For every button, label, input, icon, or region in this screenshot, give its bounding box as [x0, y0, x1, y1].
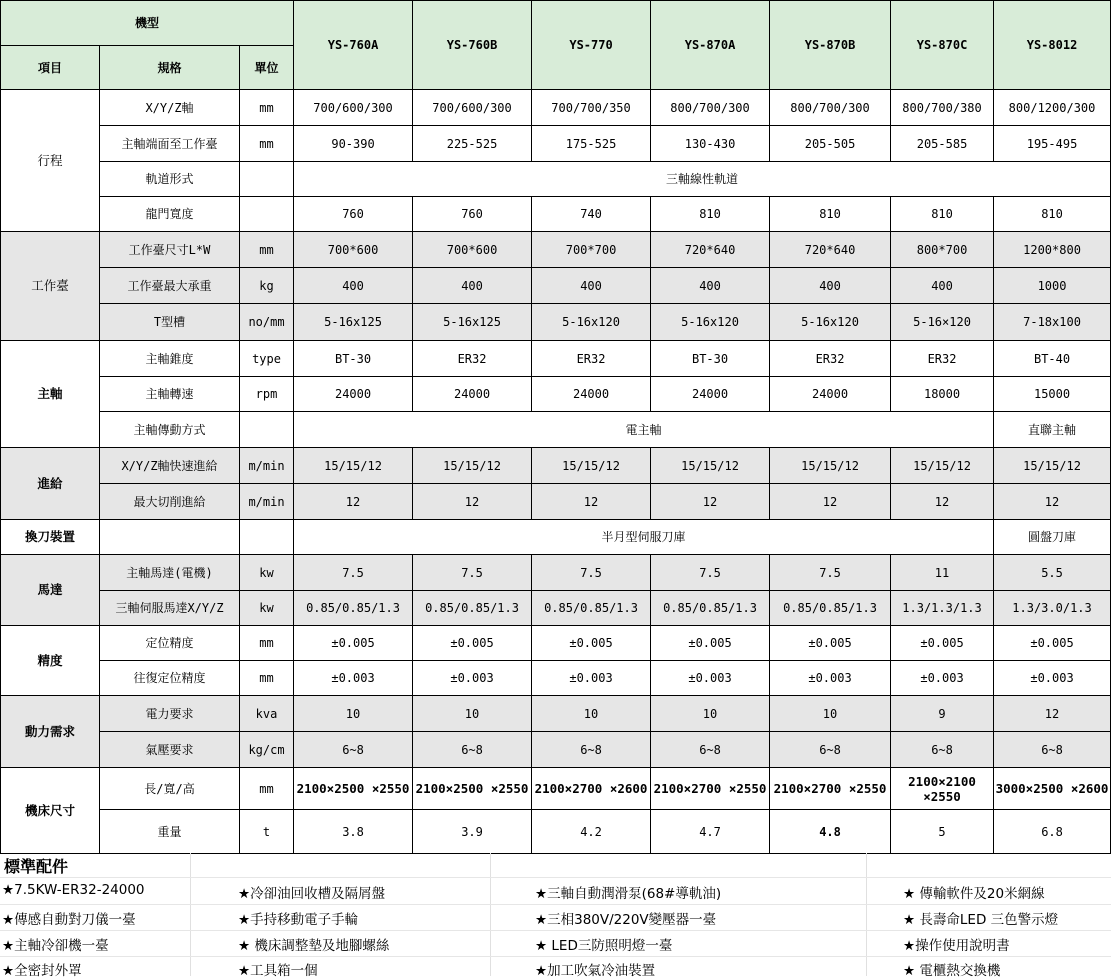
value-cell: 6~8	[413, 732, 532, 768]
value-cell: 810	[651, 197, 770, 232]
spec-name: X/Y/Z軸快速進給	[100, 448, 240, 484]
value-cell: 760	[413, 197, 532, 232]
merged-value: 電主軸	[294, 412, 994, 448]
model-header: 機型	[1, 1, 294, 46]
unit-cell: mm	[240, 126, 294, 162]
value-cell: ER32	[413, 341, 532, 377]
value-cell: 3.9	[413, 810, 532, 854]
value-cell: ±0.005	[891, 626, 994, 661]
value-cell: 10	[770, 696, 891, 732]
model-name: YS-870A	[651, 1, 770, 90]
unit-cell: mm	[240, 90, 294, 126]
value-cell: 6.8	[994, 810, 1111, 854]
category-cell: 進給	[1, 448, 100, 520]
value-cell: 0.85/0.85/1.3	[532, 591, 651, 626]
merged-value: 直聯主軸	[994, 412, 1111, 448]
value-cell: 7.5	[651, 555, 770, 591]
accessory-item: ★三軸自動潤滑泵(68#導軌油)	[535, 886, 722, 902]
unit-cell: kva	[240, 696, 294, 732]
value-cell: 800/700/300	[651, 90, 770, 126]
model-name: YS-870B	[770, 1, 891, 90]
accessory-item: ★ 機床調整墊及地腳螺絲	[238, 938, 390, 954]
value-cell: 700*700	[532, 232, 651, 268]
spec-name: 主軸傳動方式	[100, 412, 240, 448]
value-cell: 800/700/380	[891, 90, 994, 126]
value-cell: ±0.005	[413, 626, 532, 661]
value-cell: 15/15/12	[532, 448, 651, 484]
value-cell: 4.7	[651, 810, 770, 854]
spec-name: 重量	[100, 810, 240, 854]
value-cell: 15/15/12	[994, 448, 1111, 484]
unit-cell: mm	[240, 626, 294, 661]
value-cell: ±0.005	[994, 626, 1111, 661]
value-cell: 6~8	[994, 732, 1111, 768]
value-cell: 24000	[770, 377, 891, 412]
value-cell: 5.5	[994, 555, 1111, 591]
value-cell: 2100×2500 ×2550	[294, 768, 413, 810]
category-cell: 馬達	[1, 555, 100, 626]
value-cell: 7.5	[770, 555, 891, 591]
value-cell: 400	[532, 268, 651, 304]
merged-value: 半月型伺服刀庫	[294, 520, 994, 555]
value-cell: 700/700/350	[532, 90, 651, 126]
value-cell: 205-505	[770, 126, 891, 162]
value-cell: 7.5	[413, 555, 532, 591]
value-cell: ±0.005	[532, 626, 651, 661]
merged-value: 圓盤刀庫	[994, 520, 1111, 555]
value-cell: 2100×2700 ×2550	[651, 768, 770, 810]
accessory-item: ★7.5KW-ER32-24000	[2, 882, 145, 898]
value-cell: ±0.005	[651, 626, 770, 661]
standard-accessories	[0, 853, 1111, 979]
unit-cell: kg/cm	[240, 732, 294, 768]
unit-cell: mm	[240, 232, 294, 268]
value-cell: 205-585	[891, 126, 994, 162]
unit-cell: m/min	[240, 484, 294, 520]
model-name: YS-8012	[994, 1, 1111, 90]
value-cell: 10	[532, 696, 651, 732]
spec-name: 往復定位精度	[100, 661, 240, 696]
unit-cell: kg	[240, 268, 294, 304]
item-header: 項目	[1, 46, 100, 90]
value-cell: ±0.005	[770, 626, 891, 661]
unit-cell: type	[240, 341, 294, 377]
value-cell: 2100×2700 ×2600	[532, 768, 651, 810]
value-cell: ER32	[770, 341, 891, 377]
value-cell: 15/15/12	[651, 448, 770, 484]
accessory-item: ★全密封外罩	[2, 963, 82, 979]
spec-name: 氣壓要求	[100, 732, 240, 768]
value-cell: 24000	[651, 377, 770, 412]
value-cell: 9	[891, 696, 994, 732]
value-cell: 400	[294, 268, 413, 304]
value-cell: 810	[770, 197, 891, 232]
value-cell: 12	[994, 696, 1111, 732]
value-cell: 11	[891, 555, 994, 591]
value-cell: 225-525	[413, 126, 532, 162]
accessory-item: ★主軸冷卻機一臺	[2, 938, 109, 954]
category-cell: 工作臺	[1, 232, 100, 341]
value-cell: ±0.003	[651, 661, 770, 696]
value-cell: 195-495	[994, 126, 1111, 162]
value-cell: 5	[891, 810, 994, 854]
value-cell: ±0.003	[994, 661, 1111, 696]
accessory-item: ★ LED三防照明燈一臺	[535, 938, 673, 954]
value-cell: 12	[413, 484, 532, 520]
model-name: YS-760B	[413, 1, 532, 90]
value-cell: 0.85/0.85/1.3	[651, 591, 770, 626]
value-cell: 12	[294, 484, 413, 520]
value-cell: 15/15/12	[770, 448, 891, 484]
spec-name: 主軸馬達(電機)	[100, 555, 240, 591]
value-cell: BT-30	[651, 341, 770, 377]
value-cell: ±0.005	[294, 626, 413, 661]
value-cell: ±0.003	[294, 661, 413, 696]
value-cell: 0.85/0.85/1.3	[294, 591, 413, 626]
accessory-item: ★加工吹氣冷油裝置	[535, 963, 656, 979]
spec-name: 主軸轉速	[100, 377, 240, 412]
category-cell: 換刀裝置	[1, 520, 100, 555]
value-cell: ±0.003	[413, 661, 532, 696]
value-cell: 12	[651, 484, 770, 520]
accessories-title: 標準配件	[4, 857, 69, 876]
value-cell: 5-16x120	[651, 304, 770, 341]
value-cell: 24000	[294, 377, 413, 412]
value-cell: 15000	[994, 377, 1111, 412]
value-cell: 24000	[532, 377, 651, 412]
accessory-item: ★手持移動電子手輪	[238, 912, 359, 928]
value-cell: ER32	[532, 341, 651, 377]
category-cell: 機床尺寸	[1, 768, 100, 854]
unit-cell: t	[240, 810, 294, 854]
value-cell: 810	[994, 197, 1111, 232]
model-name: YS-770	[532, 1, 651, 90]
spec-name: 龍門寬度	[100, 197, 240, 232]
category-cell: 主軸	[1, 341, 100, 448]
value-cell: 10	[294, 696, 413, 732]
value-cell: 800/700/300	[770, 90, 891, 126]
model-name: YS-760A	[294, 1, 413, 90]
unit-cell	[240, 412, 294, 448]
value-cell: 1000	[994, 268, 1111, 304]
value-cell: 760	[294, 197, 413, 232]
value-cell: 4.8	[770, 810, 891, 854]
unit-cell	[240, 520, 294, 555]
value-cell: 740	[532, 197, 651, 232]
value-cell: BT-40	[994, 341, 1111, 377]
spec-name: 主軸端面至工作臺	[100, 126, 240, 162]
value-cell: 5-16x125	[294, 304, 413, 341]
value-cell: ±0.003	[532, 661, 651, 696]
value-cell: 400	[770, 268, 891, 304]
value-cell: 15/15/12	[294, 448, 413, 484]
value-cell: 1.3/3.0/1.3	[994, 591, 1111, 626]
value-cell: 810	[891, 197, 994, 232]
value-cell: 3000×2500 ×2600	[994, 768, 1111, 810]
spec-name: 長/寬/高	[100, 768, 240, 810]
unit-cell	[240, 197, 294, 232]
value-cell: 400	[413, 268, 532, 304]
unit-cell: rpm	[240, 377, 294, 412]
spec-name: 定位精度	[100, 626, 240, 661]
spec-header: 規格	[100, 46, 240, 90]
value-cell: 12	[994, 484, 1111, 520]
value-cell: 5-16×120	[891, 304, 994, 341]
value-cell: 1200*800	[994, 232, 1111, 268]
value-cell: 2100×2500 ×2550	[413, 768, 532, 810]
unit-cell	[240, 162, 294, 197]
value-cell: 2100×2100 ×2550	[891, 768, 994, 810]
value-cell: 720*640	[770, 232, 891, 268]
unit-cell: m/min	[240, 448, 294, 484]
accessory-item: ★ 傳輸軟件及20米網線	[903, 886, 1045, 902]
spec-name: 最大切削進給	[100, 484, 240, 520]
value-cell: 4.2	[532, 810, 651, 854]
value-cell: 175-525	[532, 126, 651, 162]
unit-cell: mm	[240, 768, 294, 810]
value-cell: 10	[651, 696, 770, 732]
value-cell: 5-16x120	[770, 304, 891, 341]
value-cell: 400	[891, 268, 994, 304]
value-cell: 12	[770, 484, 891, 520]
accessory-item: ★操作使用說明書	[903, 938, 1010, 954]
spec-name: 主軸錐度	[100, 341, 240, 377]
value-cell: 720*640	[651, 232, 770, 268]
unit-cell: no/mm	[240, 304, 294, 341]
value-cell: ±0.003	[770, 661, 891, 696]
value-cell: 12	[891, 484, 994, 520]
spec-name: 軌道形式	[100, 162, 240, 197]
value-cell: 700/600/300	[413, 90, 532, 126]
value-cell: 7.5	[294, 555, 413, 591]
value-cell: 5-16x125	[413, 304, 532, 341]
accessory-item: ★工具箱一個	[238, 963, 318, 979]
accessory-item: ★ 長壽命LED 三色警示燈	[903, 912, 1059, 928]
category-cell: 動力需求	[1, 696, 100, 768]
value-cell: ±0.003	[891, 661, 994, 696]
value-cell: 0.85/0.85/1.3	[770, 591, 891, 626]
unit-cell: kw	[240, 555, 294, 591]
value-cell: 18000	[891, 377, 994, 412]
value-cell: 24000	[413, 377, 532, 412]
value-cell: 400	[651, 268, 770, 304]
value-cell: 6~8	[770, 732, 891, 768]
value-cell: 700/600/300	[294, 90, 413, 126]
value-cell: 15/15/12	[891, 448, 994, 484]
value-cell: BT-30	[294, 341, 413, 377]
accessory-item: ★冷卻油回收槽及隔屑盤	[238, 886, 386, 902]
model-name: YS-870C	[891, 1, 994, 90]
value-cell: 90-390	[294, 126, 413, 162]
category-cell: 精度	[1, 626, 100, 696]
value-cell: 3.8	[294, 810, 413, 854]
value-cell: 700*600	[294, 232, 413, 268]
value-cell: 6~8	[891, 732, 994, 768]
spec-name: X/Y/Z軸	[100, 90, 240, 126]
category-cell: 行程	[1, 90, 100, 232]
value-cell: 700*600	[413, 232, 532, 268]
value-cell: 12	[532, 484, 651, 520]
unit-header: 單位	[240, 46, 294, 90]
value-cell: 130-430	[651, 126, 770, 162]
spec-name: 工作臺最大承重	[100, 268, 240, 304]
value-cell: 0.85/0.85/1.3	[413, 591, 532, 626]
value-cell: 5-16x120	[532, 304, 651, 341]
value-cell: 6~8	[294, 732, 413, 768]
value-cell: 7-18x100	[994, 304, 1111, 341]
unit-cell: mm	[240, 661, 294, 696]
value-cell: 1.3/1.3/1.3	[891, 591, 994, 626]
value-cell: 7.5	[532, 555, 651, 591]
value-cell: 10	[413, 696, 532, 732]
value-cell: 2100×2700 ×2550	[770, 768, 891, 810]
accessory-item: ★傳感自動對刀儀一臺	[2, 912, 136, 928]
value-cell: 15/15/12	[413, 448, 532, 484]
unit-cell: kw	[240, 591, 294, 626]
value-cell: 800*700	[891, 232, 994, 268]
value-cell: 6~8	[651, 732, 770, 768]
spec-name	[100, 520, 240, 555]
value-cell: ER32	[891, 341, 994, 377]
spec-name: T型槽	[100, 304, 240, 341]
spec-name: 三軸伺服馬達X/Y/Z	[100, 591, 240, 626]
spec-name: 工作臺尺寸L*W	[100, 232, 240, 268]
value-cell: 6~8	[532, 732, 651, 768]
value-cell: 800/1200/300	[994, 90, 1111, 126]
merged-value: 三軸線性軌道	[294, 162, 1111, 197]
accessory-item: ★ 電櫃熱交換機	[903, 963, 1001, 979]
spec-name: 電力要求	[100, 696, 240, 732]
accessory-item: ★三相380V/220V變壓器一臺	[535, 912, 717, 928]
